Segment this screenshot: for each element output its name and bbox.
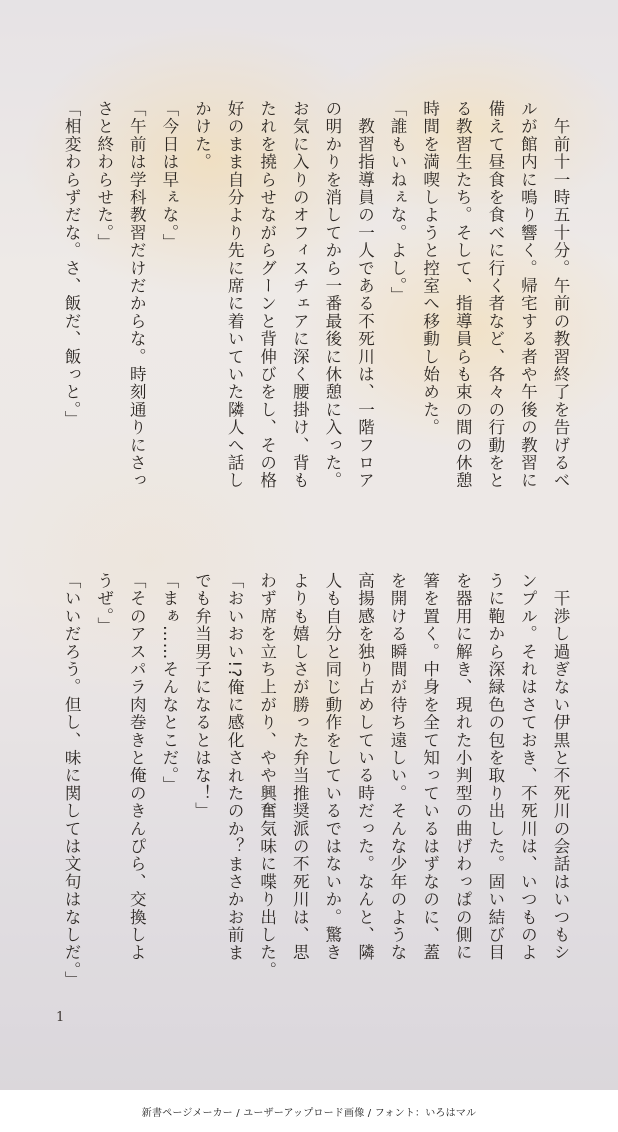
text-column: うに鞄から深緑色の包を取り出した。固い結び目 [485, 572, 505, 962]
text-column: 人も自分と同じ動作をしているではないか。驚き [322, 572, 342, 962]
text-column: うぜ。」 [94, 572, 114, 635]
text-column: る教習生たち。そして、指導員らも束の間の休憩 [453, 100, 473, 490]
lower-text-block [55, 572, 577, 1012]
text-column: 「今日は早ぇな。」 [159, 100, 179, 252]
text-column: 備えて昼食を食べに行く者など、各々の行動をと [485, 100, 505, 490]
text-column: 「相変わらずだな。さ、飯だ、飯っと。」 [62, 100, 82, 429]
footer-credit: 新書ページメーカー / ユーザーアップロード画像 / フォント：いろはマル [141, 1107, 477, 1119]
text-column: を器用に解き、現れた小判型の曲げわっぱの側に [453, 572, 473, 962]
text-column: お気に入りのオフィスチェアに深く腰掛け、背も [290, 100, 310, 490]
text-column: 「いいだろう。但し、味に関しては文句はなしだ。」 [62, 572, 82, 989]
text-column: 午前十一時五十分。午前の教習終了を告げるベ [551, 100, 570, 490]
text-column: よりも嬉しさが勝った弁当推奨派の不死川は、思 [290, 572, 310, 962]
text-column: 「まぁ……そんなとこだ。」 [159, 572, 179, 794]
text-column: 「おいおい!?俺に感化されたのか？まさかお前ま [225, 572, 245, 962]
page-number: 1 [56, 1010, 65, 1025]
text-column: 「そのアスパラ肉巻きと俺のきんぴら、交換しよ [127, 572, 147, 962]
text-column: かけた。 [192, 100, 212, 171]
text-column: わず席を立ち上がり、やや興奮気味に喋り出した。 [257, 572, 277, 980]
text-column: 時間を満喫しようと控室へ移動し始めた。 [420, 100, 440, 437]
text-column: の明かりを消してから一番最後に休憩に入った。 [322, 100, 342, 490]
upper-text-block [55, 100, 577, 540]
text-column: 教習指導員の一人である不死川は、一階フロア [355, 100, 375, 490]
text-column: を開ける瞬間が待ち遠しい。そんな少年のような [388, 572, 408, 962]
text-column: 箸を置く。中身を全て知っているはずなのに、蓋 [420, 572, 440, 962]
text-column: さと終わらせた。」 [94, 100, 114, 252]
text-column: たれを撓らせながらグーンと背伸びをし、その格 [257, 100, 277, 490]
text-column: ンプル。それはさておき、不死川は、いつものよ [518, 572, 538, 962]
text-column: ルが館内に鳴り響く。帰宅する者や午後の教習に [518, 100, 538, 490]
text-column: でも弁当男子になるとはな！」 [192, 572, 212, 820]
text-column: 干渉し過ぎない伊黒と不死川の会話はいつもシ [551, 572, 570, 962]
text-column: 好のまま自分より先に席に着いていた隣人へ話し [225, 100, 245, 490]
text-column: 高揚感を独り占めしている時だった。なんと、隣 [355, 572, 375, 962]
text-column: 「誰もいねぇな。よし。」 [388, 100, 408, 305]
text-column: 「午前は学科教習だけだからな。時刻通りにさっ [127, 100, 147, 490]
